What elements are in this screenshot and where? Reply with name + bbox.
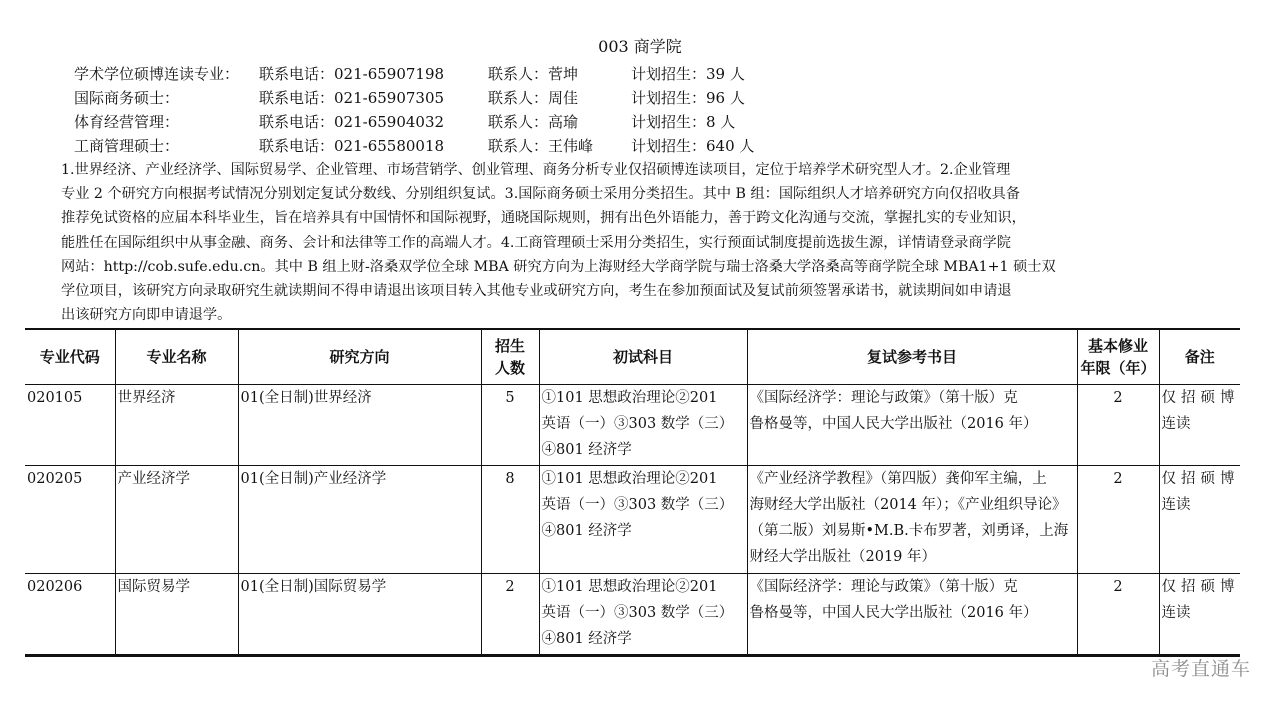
cell-books bbox=[747, 466, 1077, 574]
table-header-row bbox=[25, 329, 1240, 385]
cell-name: 产业经济学 bbox=[115, 466, 238, 574]
contact-phone: 联系电话：021-65907305 bbox=[259, 89, 445, 107]
header-exam: 初试科目 bbox=[539, 329, 747, 385]
notes-paragraph bbox=[61, 158, 1211, 327]
books-line: 《国际经济学：理论与政策》（第十版）克 bbox=[749, 579, 1018, 595]
table-row bbox=[25, 574, 1240, 656]
cell-years: 2 bbox=[1077, 574, 1159, 656]
contact-person: 联系人：周佳 bbox=[488, 89, 579, 107]
exam-line: 英语（一）③303 数学（三） bbox=[541, 497, 734, 513]
note-line: 连读 bbox=[1161, 605, 1191, 621]
books-line: 《产业经济学教程》（第四版）龚仰军主编，上 bbox=[749, 471, 1047, 487]
notes-line: 专业 2 个研究方向根据考试情况分别划定复试分数线、分别组织复试。3.国际商务硕士采用分类招生。其中 B 组：国际组织人才培养研究方向仅招收具备 bbox=[61, 186, 1021, 203]
header-name: 专业名称 bbox=[115, 329, 238, 385]
header-enroll bbox=[481, 329, 539, 385]
books-line: 《国际经济学：理论与政策》（第十版）克 bbox=[749, 390, 1018, 406]
cell-books bbox=[747, 385, 1077, 466]
header-years bbox=[1077, 329, 1159, 385]
cell-exam bbox=[539, 574, 747, 656]
cell-code: 020105 bbox=[25, 385, 115, 466]
note-line: 连读 bbox=[1161, 497, 1191, 513]
watermark-text: 高考直通车 bbox=[1150, 658, 1251, 680]
cell-years: 2 bbox=[1077, 385, 1159, 466]
contact-quota: 计划招生：8 人 bbox=[631, 113, 736, 131]
contact-person: 联系人：王伟峰 bbox=[488, 137, 594, 155]
contact-program: 体育经营管理： bbox=[74, 113, 180, 131]
books-line: 鲁格曼等，中国人民大学出版社（2016 年） bbox=[749, 605, 1038, 621]
cell-books bbox=[747, 574, 1077, 656]
contact-quota: 计划招生：39 人 bbox=[631, 65, 745, 83]
contact-person: 联系人：高瑜 bbox=[488, 113, 579, 131]
books-line: 海财经大学出版社（2014 年）；《产业组织导论》 bbox=[749, 497, 1067, 513]
cell-enroll: 5 bbox=[481, 385, 539, 466]
contact-quota: 计划招生：96 人 bbox=[631, 89, 745, 107]
cell-exam bbox=[539, 385, 747, 466]
exam-line: ①101 思想政治理论②201 bbox=[541, 390, 718, 406]
program-table bbox=[25, 328, 1240, 657]
contact-program: 工商管理硕士： bbox=[74, 137, 180, 155]
books-line: （第二版）刘易斯•M.B.卡布罗著，刘勇译，上海 bbox=[749, 523, 1069, 539]
table-row bbox=[25, 385, 1240, 466]
contact-person: 联系人：菅坤 bbox=[488, 65, 579, 83]
contact-quota: 计划招生：640 人 bbox=[631, 137, 755, 155]
notes-line: 1.世界经济、产业经济学、国际贸易学、企业管理、市场营销学、创业管理、商务分析专业仅招硕博连读项目，定位于培养学术研究型人才。2.企业管理 bbox=[61, 162, 1011, 178]
contact-row bbox=[74, 110, 794, 134]
notes-line: 推荐免试资格的应届本科毕业生，旨在培养具有中国情怀和国际视野，通晓国际规则，拥有出色外语能力，善于跨文化沟通与交流，掌握扎实的专业知识， bbox=[61, 210, 1026, 227]
header-note: 备注 bbox=[1159, 329, 1240, 385]
cell-exam bbox=[539, 466, 747, 574]
header-enroll-line: 人数 bbox=[494, 359, 525, 377]
cell-direction: 01(全日制)世界经济 bbox=[238, 385, 481, 466]
exam-line: ①101 思想政治理论②201 bbox=[541, 471, 718, 487]
cell-enroll: 2 bbox=[481, 574, 539, 656]
note-line: 连读 bbox=[1161, 416, 1191, 432]
table-row bbox=[25, 466, 1240, 574]
header-direction: 研究方向 bbox=[238, 329, 481, 385]
header-code: 专业代码 bbox=[25, 329, 115, 385]
notes-line: 学位项目，该研究方向录取研究生就读期间不得申请退出该项目转入其他专业或研究方向，考生在参加预面试及复试前须签署承诺书，就读期间如申请退 bbox=[61, 282, 1012, 299]
contact-program: 学术学位硕博连读专业： bbox=[74, 65, 240, 83]
cell-name: 国际贸易学 bbox=[115, 574, 238, 656]
cell-note bbox=[1159, 385, 1240, 466]
header-years-line: 基本修业 bbox=[1087, 337, 1148, 355]
header-books: 复试参考书目 bbox=[747, 329, 1077, 385]
header-enroll-line: 招生 bbox=[494, 337, 525, 355]
note-line: 仅招硕博 bbox=[1161, 390, 1240, 406]
cell-note bbox=[1159, 466, 1240, 574]
contact-row bbox=[74, 134, 794, 158]
cell-years: 2 bbox=[1077, 466, 1159, 574]
contact-row bbox=[74, 62, 794, 86]
contact-phone: 联系电话：021-65904032 bbox=[259, 113, 445, 131]
books-line: 财经大学出版社（2019 年） bbox=[749, 549, 937, 565]
contact-phone: 联系电话：021-65580018 bbox=[259, 137, 445, 155]
notes-line: 出该研究方向即申请退学。 bbox=[61, 307, 232, 324]
cell-code: 020205 bbox=[25, 466, 115, 574]
exam-line: ④801 经济学 bbox=[541, 442, 632, 458]
contact-program: 国际商务硕士： bbox=[74, 89, 180, 107]
exam-line: 英语（一）③303 数学（三） bbox=[541, 416, 734, 432]
exam-line: ④801 经济学 bbox=[541, 631, 632, 647]
cell-direction: 01(全日制)国际贸易学 bbox=[238, 574, 481, 656]
contact-phone: 联系电话：021-65907198 bbox=[259, 65, 445, 83]
cell-direction: 01(全日制)产业经济学 bbox=[238, 466, 481, 574]
notes-line: 能胜任在国际组织中从事金融、商务、会计和法律等工作的高端人才。4.工商管理硕士采用分类招生，实行预面试制度提前选拔生源，详情请登录商学院 bbox=[61, 234, 1011, 251]
note-line: 仅招硕博 bbox=[1161, 579, 1240, 595]
program-table-wrap bbox=[25, 328, 1240, 657]
contact-row bbox=[74, 86, 794, 110]
notes-line: 网站：http://cob.sufe.edu.cn。其中 B 组上财-洛桑双学位全球 MBA 研究方向为上海财经大学商学院与瑞士洛桑大学洛桑高等商学院全球 MBA1+1 硕士双 bbox=[61, 258, 1056, 275]
cell-code: 020206 bbox=[25, 574, 115, 656]
books-line: 鲁格曼等，中国人民大学出版社（2016 年） bbox=[749, 416, 1038, 432]
exam-line: ④801 经济学 bbox=[541, 523, 632, 539]
contact-block bbox=[74, 62, 794, 158]
note-line: 仅招硕博 bbox=[1161, 471, 1240, 487]
header-years-line: 年限（年） bbox=[1080, 359, 1156, 377]
exam-line: ①101 思想政治理论②201 bbox=[541, 579, 718, 595]
cell-note bbox=[1159, 574, 1240, 656]
cell-name: 世界经济 bbox=[115, 385, 238, 466]
exam-line: 英语（一）③303 数学（三） bbox=[541, 605, 734, 621]
page-title: 003 商学院 bbox=[598, 37, 682, 56]
cell-enroll: 8 bbox=[481, 466, 539, 574]
